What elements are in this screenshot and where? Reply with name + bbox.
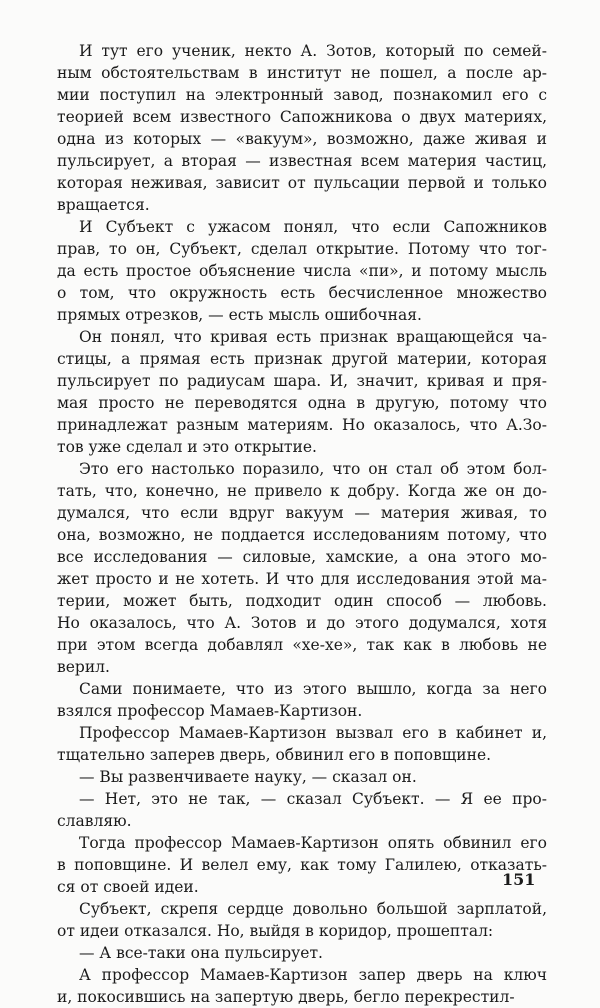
paragraph <box>57 40 547 216</box>
text-line: мии поступил на электронный завод, познакомил его с <box>57 86 547 104</box>
text-line: терии, может быть, подходит один способ — любовь. <box>57 592 547 610</box>
text-line: думался, что если вдруг вакуум — материя живая, то <box>57 504 547 522</box>
text-line: и, покосившись на запертую дверь, бегло перекрестил- <box>57 988 515 1006</box>
text-line: все исследования — силовые, хамские, а она этого мо- <box>57 548 547 566</box>
paragraph <box>57 722 547 766</box>
text-line: славляю. <box>57 812 132 830</box>
paragraph <box>57 458 547 678</box>
text-line: о том, что окружность есть бесчисленное множество <box>57 284 547 302</box>
text-line: одна из которых — «вакуум», возможно, даже живая и <box>57 130 547 148</box>
text-line: Субъект, скрепя сердце довольно большой зарплатой, <box>79 900 547 918</box>
text-line: тов уже сделал и это открытие. <box>57 438 317 456</box>
paragraph <box>57 832 547 898</box>
text-line: принадлежат разным материям. Но оказалось, что А.Зо- <box>57 416 547 434</box>
text-line: ным обстоятельствам в институт не пошел, а после ар- <box>57 64 547 82</box>
page-number: 151 <box>502 870 536 889</box>
text-line: от идеи отказался. Но, выйдя в коридор, прошептал: <box>57 922 494 940</box>
text-line: А профессор Мамаев-Картизон запер дверь на ключ <box>79 966 547 984</box>
text-line: И Субъект с ужасом понял, что если Сапожников <box>79 218 547 236</box>
paragraph <box>57 788 547 832</box>
text-line: — А все-таки она пульсирует. <box>79 944 323 962</box>
text-line: пульсирует, а вторая — известная всем материя частиц, <box>57 152 547 170</box>
paragraph <box>57 964 547 1008</box>
text-line: Это его настолько поразило, что он стал об этом бол- <box>79 460 547 478</box>
text-line: ся от своей идеи. <box>57 878 199 896</box>
text-line: пульсирует по радиусам шара. И, значит, кривая и пря- <box>57 372 547 390</box>
page-text <box>57 40 547 1008</box>
text-line: стицы, а прямая есть признак другой материи, которая <box>57 350 547 368</box>
paragraph <box>57 942 547 964</box>
text-line: при этом всегда добавлял «хе-хе», так как в любовь не <box>57 636 547 654</box>
text-line: вращается. <box>57 196 150 214</box>
text-line: теорией всем известного Сапожникова о двух материях, <box>57 108 547 126</box>
text-line: Он понял, что кривая есть признак вращающейся ча- <box>79 328 547 346</box>
text-line: она, возможно, не поддается исследованиям потому, что <box>57 526 547 544</box>
paragraph <box>57 326 547 458</box>
text-line: тщательно заперев дверь, обвинил его в поповщине. <box>57 746 492 764</box>
text-line: прав, то он, Субъект, сделал открытие. Потому что тог- <box>57 240 547 258</box>
text-line: в поповщине. И велел ему, как тому Галилею, отказать- <box>57 856 547 874</box>
text-line: взялся профессор Мамаев-Картизон. <box>57 702 363 720</box>
text-line: жет просто и не хотеть. И что для исследования этой ма- <box>57 570 547 588</box>
paragraph <box>57 898 547 942</box>
text-line: Тогда профессор Мамаев-Картизон опять обвинил его <box>79 834 547 852</box>
text-line: прямых отрезков, — есть мысль ошибочная. <box>57 306 422 324</box>
text-line: верил. <box>57 658 110 676</box>
text-line: Профессор Мамаев-Картизон вызвал его в кабинет и, <box>79 724 547 742</box>
text-line: Сами понимаете, что из этого вышло, когда за него <box>79 680 547 698</box>
text-line: да есть простое объяснение числа «пи», и потому мысль <box>57 262 547 280</box>
paragraph <box>57 678 547 722</box>
text-line: тать, что, конечно, не привело к добру. Когда же он до- <box>57 482 547 500</box>
text-line: Но оказалось, что А. Зотов и до этого додумался, хотя <box>57 614 547 632</box>
paragraph <box>57 216 547 326</box>
text-line: И тут его ученик, некто А. Зотов, который по семей- <box>79 42 547 60</box>
text-line: — Вы развенчиваете науку, — сказал он. <box>79 768 417 786</box>
text-line: — Нет, это не так, — сказал Субъект. — Я ее про- <box>79 790 547 808</box>
text-line: мая просто не переводятся одна в другую, потому что <box>57 394 547 412</box>
paragraph <box>57 766 547 788</box>
text-line: которая неживая, зависит от пульсации первой и только <box>57 174 547 192</box>
